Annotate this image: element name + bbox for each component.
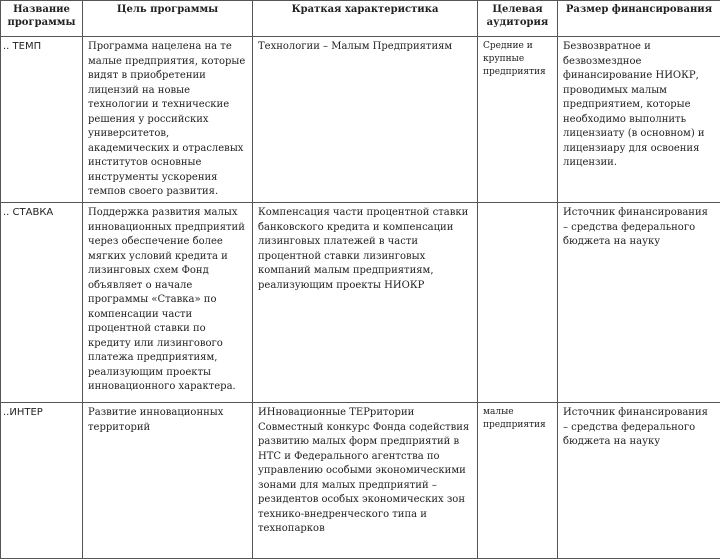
table-row — [1, 37, 720, 203]
header-funding: Размер финансирования — [558, 1, 720, 37]
program-description-cell: Компенсация части процентной ставки банковского кредита и компенсации лизинговых платежей в части процентной ставки лизинговых компаний малым предприятиям, реализующим проекты НИОКР — [253, 203, 478, 403]
program-name-cell: .. СТАВКА — [1, 203, 83, 403]
table-row — [1, 203, 720, 403]
header-audience: Целевая аудитория — [478, 1, 558, 37]
program-audience-cell: Средние и крупные предприятия — [478, 37, 558, 203]
header-row — [1, 1, 720, 37]
program-description-cell: Технологии – Малым Предприятиям — [253, 37, 478, 203]
program-name-cell: ..ИНТЕР — [1, 403, 83, 559]
program-goal-cell: Развитие инновационных территорий — [83, 403, 253, 559]
program-audience-cell — [478, 203, 558, 403]
program-description-cell: ИНновационные ТЕРритории Совместный конкурс Фонда содействия развитию малых форм предприятий в НТС и Федерального агентства по управлению особыми экономическими зонами для малых предприятий – резидентов особых экономических зон технико-внедренческого типа и технопарков — [253, 403, 478, 559]
program-goal-cell: Программа нацелена на те малые предприятия, которые видят в приобретении лицензий на новые технологии и технические решения у российских университетов, академических и отраслевых институтов основные инструменты ускорения темпов своего развития. — [83, 37, 253, 203]
program-funding-cell: Источник финансирования – средства федерального бюджета на науку — [558, 203, 720, 403]
program-funding-cell: Безвозвратное и безвозмездное финансирование НИОКР, проводимых малым предприятием, которые необходимо выполнить лицензиату (в основном) и лицензиару для освоения лицензии. — [558, 37, 720, 203]
header-description: Краткая характеристика — [253, 1, 478, 37]
program-funding-cell: Источник финансирования – средства федерального бюджета на науку — [558, 403, 720, 559]
program-name-cell: .. ТЕМП — [1, 37, 83, 203]
table-row — [1, 403, 720, 559]
header-program-name: Название программы — [1, 1, 83, 37]
header-program-goal: Цель программы — [83, 1, 253, 37]
program-audience-cell: малые предприятия — [478, 403, 558, 559]
program-goal-cell: Поддержка развития малых инновационных предприятий через обеспечение более мягких условий кредита и лизинговых схем Фонд объявляет о начале программы «Ставка» по компенсации части процентной ставки по кредиту или лизингового платежа предприятиям, реализующим проекты инновационного характера. — [83, 203, 253, 403]
